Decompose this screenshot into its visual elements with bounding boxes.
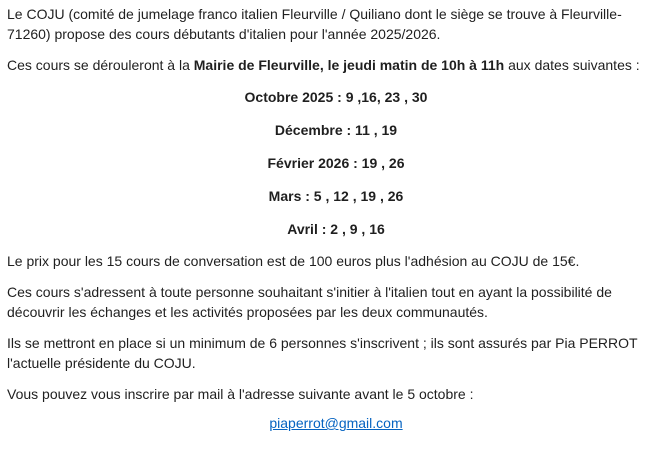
email-link[interactable]: piaperrot@gmail.com [269, 415, 403, 431]
schedule-prefix: Ces cours se dérouleront à la [7, 57, 194, 73]
registration-paragraph: Vous pouvez vous inscrire par mail à l'adresse suivante avant le 5 octobre : [7, 386, 474, 402]
date-line-april: Avril : 2 , 9 , 16 [287, 221, 385, 237]
dates-list [7, 87, 665, 239]
audience-paragraph: Ces cours s'adressent à toute personne souhaitant s'initier à l'italien tout en ayant la possibilité de découvrir les échanges et les activités proposées par les deux communautés. [7, 284, 612, 320]
conditions-paragraph: Ils se mettront en place si un minimum de 6 personnes s'inscrivent ; ils sont assurés par Pia PERROT l'actuelle présidente du COJU. [7, 335, 638, 371]
date-line-october: Octobre 2025 : 9 ,16, 23 , 30 [244, 89, 428, 105]
email-container [7, 415, 665, 431]
price-paragraph: Le prix pour les 15 cours de conversation est de 100 euros plus l'adhésion au COJU de 15€. [7, 253, 580, 269]
intro-paragraph: Le COJU (comité de jumelage franco italien Fleurville / Quiliano dont le siège se trouve à Fleurville-71260) propose des cours débutants d'italien pour l'année 2025/2026. [7, 6, 622, 42]
date-line-march: Mars : 5 , 12 , 19 , 26 [268, 188, 404, 204]
date-line-february: Février 2026 : 19 , 26 [267, 155, 405, 171]
schedule-place-time: Mairie de Fleurville, le jeudi matin de 10h à 11h [193, 57, 505, 73]
schedule-suffix: aux dates suivantes : [504, 57, 640, 73]
schedule-paragraph [7, 55, 665, 75]
date-line-december: Décembre : 11 , 19 [274, 122, 398, 138]
